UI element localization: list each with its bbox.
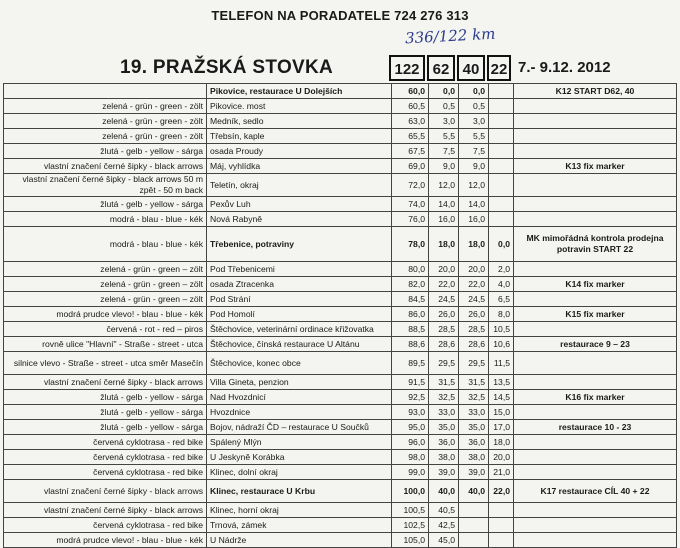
checkpoint-note-cell: K17 restaurace CÍL 40 + 22	[514, 480, 677, 503]
distance-22-cell: 22,0	[489, 480, 514, 503]
trail-marking-cell: žlutá - gelb - yellow - sárga	[4, 197, 207, 212]
checkpoint-note-cell: K14 fix marker	[514, 277, 677, 292]
trail-marking-cell	[4, 84, 207, 99]
distance-22-cell: 14,5	[489, 390, 514, 405]
distance-40-cell: 22,0	[459, 277, 489, 292]
trail-marking-cell: rovně ulice "Hlavní" - Straße - street - utca	[4, 337, 207, 352]
distance-22-cell: 11,5	[489, 352, 514, 375]
race-title: 19. PRAŽSKÁ STOVKA	[120, 57, 334, 78]
distance-40-cell: 35,0	[459, 420, 489, 435]
distance-40-cell: 5,5	[459, 129, 489, 144]
route-row	[4, 277, 677, 292]
checkpoint-place-cell: Štěchovice, čínská restaurace U Altánu	[207, 337, 392, 352]
distance-40-cell: 39,0	[459, 465, 489, 480]
checkpoint-place-cell: Pikovice, restaurace U Dolejších	[207, 84, 392, 99]
trail-marking-cell: zelená - grün - green – zölt	[4, 292, 207, 307]
checkpoint-note-cell	[514, 503, 677, 518]
route-row	[4, 212, 677, 227]
distance-22-cell	[489, 129, 514, 144]
trail-marking-cell: vlastní značení černé šipky - black arrows 50 m zpět - 50 m back	[4, 174, 207, 197]
checkpoint-note-cell: restaurace 9 – 23	[514, 337, 677, 352]
distance-62-cell: 28,6	[429, 337, 459, 352]
distance-40-cell: 0,5	[459, 99, 489, 114]
distance-22-cell	[489, 518, 514, 533]
distance-22-cell: 15,0	[489, 405, 514, 420]
checkpoint-place-cell: Bojov, nádraží ČD – restaurace U Součků	[207, 420, 392, 435]
distance-122-cell: 88,6	[392, 337, 429, 352]
distance-box-22: 22	[487, 55, 511, 81]
trail-marking-cell: modrá - blau - blue - kék	[4, 227, 207, 262]
distance-122-cell: 93,0	[392, 405, 429, 420]
route-row	[4, 292, 677, 307]
route-row	[4, 197, 677, 212]
distance-62-cell: 26,0	[429, 307, 459, 322]
distance-22-cell: 8,0	[489, 307, 514, 322]
distance-62-cell: 39,0	[429, 465, 459, 480]
distance-122-cell: 99,0	[392, 465, 429, 480]
route-row	[4, 144, 677, 159]
distance-62-cell: 0,5	[429, 99, 459, 114]
checkpoint-note-cell	[514, 174, 677, 197]
distance-62-cell: 16,0	[429, 212, 459, 227]
distance-62-cell: 9,0	[429, 159, 459, 174]
distance-62-cell: 0,0	[429, 84, 459, 99]
checkpoint-place-cell: Štěchovice, konec obce	[207, 352, 392, 375]
distance-40-cell	[459, 518, 489, 533]
distance-62-cell: 36,0	[429, 435, 459, 450]
distance-62-cell: 28,5	[429, 322, 459, 337]
checkpoint-place-cell: Klinec, horní okraj	[207, 503, 392, 518]
checkpoint-note-cell	[514, 144, 677, 159]
distance-22-cell	[489, 144, 514, 159]
distance-62-cell: 40,0	[429, 480, 459, 503]
checkpoint-note-cell	[514, 375, 677, 390]
checkpoint-note-cell	[514, 99, 677, 114]
distance-40-cell: 38,0	[459, 450, 489, 465]
route-row	[4, 390, 677, 405]
route-row	[4, 375, 677, 390]
distance-40-cell: 33,0	[459, 405, 489, 420]
route-row	[4, 435, 677, 450]
route-row	[4, 262, 677, 277]
distance-122-cell: 60,0	[392, 84, 429, 99]
distance-22-cell	[489, 212, 514, 227]
trail-marking-cell: zelená - grün - green - zölt	[4, 114, 207, 129]
checkpoint-note-cell: MK mimořádná kontrola prodejna potravin START 22	[514, 227, 677, 262]
checkpoint-note-cell	[514, 197, 677, 212]
trail-marking-cell: červená cyklotrasa - red bike	[4, 518, 207, 533]
checkpoint-place-cell: Klinec, restaurace U Krbu	[207, 480, 392, 503]
checkpoint-place-cell: Pikovice. most	[207, 99, 392, 114]
checkpoint-note-cell	[514, 533, 677, 548]
checkpoint-note-cell	[514, 435, 677, 450]
checkpoint-place-cell: osada Ztracenka	[207, 277, 392, 292]
distance-40-cell: 7,5	[459, 144, 489, 159]
route-row	[4, 159, 677, 174]
checkpoint-note-cell	[514, 262, 677, 277]
checkpoint-place-cell: Štěchovice, veterinární ordinace křižovatka	[207, 322, 392, 337]
distance-122-cell: 102,5	[392, 518, 429, 533]
checkpoint-note-cell	[514, 405, 677, 420]
checkpoint-place-cell: Pod Strání	[207, 292, 392, 307]
checkpoint-note-cell	[514, 292, 677, 307]
distance-40-cell: 40,0	[459, 480, 489, 503]
distance-122-cell: 86,0	[392, 307, 429, 322]
distance-box-122: 122	[389, 55, 425, 81]
distance-62-cell: 18,0	[429, 227, 459, 262]
checkpoint-note-cell: K16 fix marker	[514, 390, 677, 405]
checkpoint-place-cell: Hvozdnice	[207, 405, 392, 420]
checkpoint-place-cell: osada Proudy	[207, 144, 392, 159]
trail-marking-cell: modrá - blau - blue - kék	[4, 212, 207, 227]
distance-122-cell: 63,0	[392, 114, 429, 129]
distance-40-cell: 0,0	[459, 84, 489, 99]
distance-40-cell: 16,0	[459, 212, 489, 227]
route-row	[4, 420, 677, 435]
distance-122-cell: 60,5	[392, 99, 429, 114]
distance-22-cell	[489, 174, 514, 197]
distance-62-cell: 38,0	[429, 450, 459, 465]
trail-marking-cell: vlastní značení černé šipky - black arrows	[4, 480, 207, 503]
distance-62-cell: 31,5	[429, 375, 459, 390]
distance-40-cell: 28,5	[459, 322, 489, 337]
distance-22-cell	[489, 159, 514, 174]
route-row	[4, 337, 677, 352]
checkpoint-note-cell: K15 fix marker	[514, 307, 677, 322]
checkpoint-place-cell: Pexův Luh	[207, 197, 392, 212]
trail-marking-cell: silnice vlevo - Straße - street - utca směr Masečín	[4, 352, 207, 375]
route-row	[4, 114, 677, 129]
route-row	[4, 518, 677, 533]
distance-122-cell: 65,5	[392, 129, 429, 144]
distance-62-cell: 32,5	[429, 390, 459, 405]
trail-marking-cell: zelená - grün - green – zölt	[4, 277, 207, 292]
trail-marking-cell: modrá prudce vlevo! - blau - blue - kék	[4, 533, 207, 548]
route-row	[4, 84, 677, 99]
distance-122-cell: 82,0	[392, 277, 429, 292]
distance-box-40: 40	[457, 55, 485, 81]
trail-marking-cell: vlastní značení černé šipky - black arrows	[4, 159, 207, 174]
route-table-body	[4, 84, 677, 548]
route-row	[4, 129, 677, 144]
distance-122-cell: 95,0	[392, 420, 429, 435]
distance-40-cell: 14,0	[459, 197, 489, 212]
distance-40-cell: 20,0	[459, 262, 489, 277]
trail-marking-cell: červená cyklotrasa - red bike	[4, 435, 207, 450]
distance-22-cell	[489, 99, 514, 114]
distance-62-cell: 12,0	[429, 174, 459, 197]
distance-22-cell: 10,5	[489, 322, 514, 337]
distance-122-cell: 80,0	[392, 262, 429, 277]
trail-marking-cell: žlutá - gelb - yellow - sárga	[4, 420, 207, 435]
distance-62-cell: 24,5	[429, 292, 459, 307]
route-row	[4, 322, 677, 337]
trail-marking-cell: červená - rot - red – piros	[4, 322, 207, 337]
distance-62-cell: 3,0	[429, 114, 459, 129]
checkpoint-note-cell	[514, 212, 677, 227]
distance-22-cell: 17,0	[489, 420, 514, 435]
distance-22-cell: 18,0	[489, 435, 514, 450]
distance-22-cell	[489, 503, 514, 518]
checkpoint-note-cell	[514, 352, 677, 375]
distance-40-cell: 29,5	[459, 352, 489, 375]
route-row	[4, 99, 677, 114]
distance-122-cell: 69,0	[392, 159, 429, 174]
checkpoint-note-cell	[514, 114, 677, 129]
checkpoint-place-cell: U Nádrže	[207, 533, 392, 548]
distance-122-cell: 78,0	[392, 227, 429, 262]
distance-40-cell: 28,6	[459, 337, 489, 352]
route-row	[4, 307, 677, 322]
route-row	[4, 352, 677, 375]
distance-40-cell: 12,0	[459, 174, 489, 197]
distance-box-62: 62	[427, 55, 455, 81]
route-row	[4, 227, 677, 262]
checkpoint-place-cell: Trnová, zámek	[207, 518, 392, 533]
checkpoint-place-cell: Klinec, dolní okraj	[207, 465, 392, 480]
distance-40-cell	[459, 533, 489, 548]
distance-122-cell: 88,5	[392, 322, 429, 337]
distance-122-cell: 100,5	[392, 503, 429, 518]
distance-40-cell: 26,0	[459, 307, 489, 322]
distance-62-cell: 29,5	[429, 352, 459, 375]
distance-40-cell	[459, 503, 489, 518]
distance-22-cell	[489, 84, 514, 99]
distance-22-cell: 21,0	[489, 465, 514, 480]
distance-62-cell: 5,5	[429, 129, 459, 144]
distance-122-cell: 72,0	[392, 174, 429, 197]
checkpoint-note-cell	[514, 518, 677, 533]
distance-40-cell: 18,0	[459, 227, 489, 262]
title-row	[0, 55, 680, 85]
checkpoint-place-cell: Nad Hvozdnicí	[207, 390, 392, 405]
route-row	[4, 480, 677, 503]
checkpoint-place-cell: Villa Gineta, penzion	[207, 375, 392, 390]
route-row	[4, 450, 677, 465]
route-row	[4, 465, 677, 480]
checkpoint-note-cell	[514, 465, 677, 480]
checkpoint-note-cell: K13 fix marker	[514, 159, 677, 174]
trail-marking-cell: zelená - grün - green - zölt	[4, 99, 207, 114]
distance-122-cell: 96,0	[392, 435, 429, 450]
route-row	[4, 174, 677, 197]
organizer-phone-line: TELEFON NA PORADATELE 724 276 313	[211, 8, 469, 23]
distance-62-cell: 22,0	[429, 277, 459, 292]
route-row	[4, 533, 677, 548]
distance-40-cell: 9,0	[459, 159, 489, 174]
race-dates: 7.- 9.12. 2012	[518, 59, 611, 76]
checkpoint-place-cell: Nová Rabyně	[207, 212, 392, 227]
route-table	[3, 83, 677, 548]
checkpoint-place-cell: Medník, sedlo	[207, 114, 392, 129]
distance-22-cell: 6,5	[489, 292, 514, 307]
distance-62-cell: 45,0	[429, 533, 459, 548]
checkpoint-place-cell: Pod Třebenicemi	[207, 262, 392, 277]
distance-122-cell: 67,5	[392, 144, 429, 159]
distance-62-cell: 7,5	[429, 144, 459, 159]
route-row	[4, 405, 677, 420]
distance-122-cell: 105,0	[392, 533, 429, 548]
checkpoint-place-cell: Máj, vyhlídka	[207, 159, 392, 174]
distance-22-cell	[489, 197, 514, 212]
trail-marking-cell: žlutá - gelb - yellow - sárga	[4, 390, 207, 405]
distance-122-cell: 91,5	[392, 375, 429, 390]
trail-marking-cell: žlutá - gelb - yellow - sárga	[4, 405, 207, 420]
distance-22-cell: 0,0	[489, 227, 514, 262]
distance-62-cell: 35,0	[429, 420, 459, 435]
checkpoint-place-cell: Třebenice, potraviny	[207, 227, 392, 262]
distance-40-cell: 31,5	[459, 375, 489, 390]
checkpoint-place-cell: Pod Homolí	[207, 307, 392, 322]
checkpoint-note-cell	[514, 322, 677, 337]
trail-marking-cell: modrá prudce vlevo! - blau - blue - kék	[4, 307, 207, 322]
distance-40-cell: 3,0	[459, 114, 489, 129]
distance-122-cell: 74,0	[392, 197, 429, 212]
trail-marking-cell: žlutá - gelb - yellow - sárga	[4, 144, 207, 159]
checkpoint-place-cell: U Jeskyně Korábka	[207, 450, 392, 465]
trail-marking-cell: zelená - grün - green - zölt	[4, 129, 207, 144]
distance-122-cell: 76,0	[392, 212, 429, 227]
distance-122-cell: 92,5	[392, 390, 429, 405]
distance-122-cell: 100,0	[392, 480, 429, 503]
checkpoint-place-cell: Teletín, okraj	[207, 174, 392, 197]
distance-40-cell: 32,5	[459, 390, 489, 405]
distance-62-cell: 33,0	[429, 405, 459, 420]
distance-62-cell: 14,0	[429, 197, 459, 212]
distance-62-cell: 40,5	[429, 503, 459, 518]
checkpoint-note-cell: K12 START D62, 40	[514, 84, 677, 99]
distance-122-cell: 98,0	[392, 450, 429, 465]
distance-22-cell	[489, 533, 514, 548]
route-row	[4, 503, 677, 518]
distance-40-cell: 24,5	[459, 292, 489, 307]
distance-40-cell: 36,0	[459, 435, 489, 450]
checkpoint-place-cell: Spálený Mlýn	[207, 435, 392, 450]
trail-marking-cell: vlastní značení černé šipky - black arrows	[4, 375, 207, 390]
checkpoint-note-cell: restaurace 10 - 23	[514, 420, 677, 435]
checkpoint-note-cell	[514, 129, 677, 144]
trail-marking-cell: červená cyklotrasa - red bike	[4, 465, 207, 480]
trail-marking-cell: červená cyklotrasa - red bike	[4, 450, 207, 465]
distance-22-cell	[489, 114, 514, 129]
distance-22-cell: 2,0	[489, 262, 514, 277]
distance-122-cell: 84,5	[392, 292, 429, 307]
distance-22-cell: 4,0	[489, 277, 514, 292]
trail-marking-cell: vlastní značení černé šipky - black arrows	[4, 503, 207, 518]
distance-22-cell: 10,6	[489, 337, 514, 352]
distance-22-cell: 13,5	[489, 375, 514, 390]
handwritten-distance-note: 336/122 km	[404, 24, 496, 48]
trail-marking-cell: zelená - grün - green – zölt	[4, 262, 207, 277]
distance-22-cell: 20,0	[489, 450, 514, 465]
checkpoint-place-cell: Třebsín, kaple	[207, 129, 392, 144]
distance-62-cell: 20,0	[429, 262, 459, 277]
distance-62-cell: 42,5	[429, 518, 459, 533]
distance-122-cell: 89,5	[392, 352, 429, 375]
checkpoint-note-cell	[514, 450, 677, 465]
